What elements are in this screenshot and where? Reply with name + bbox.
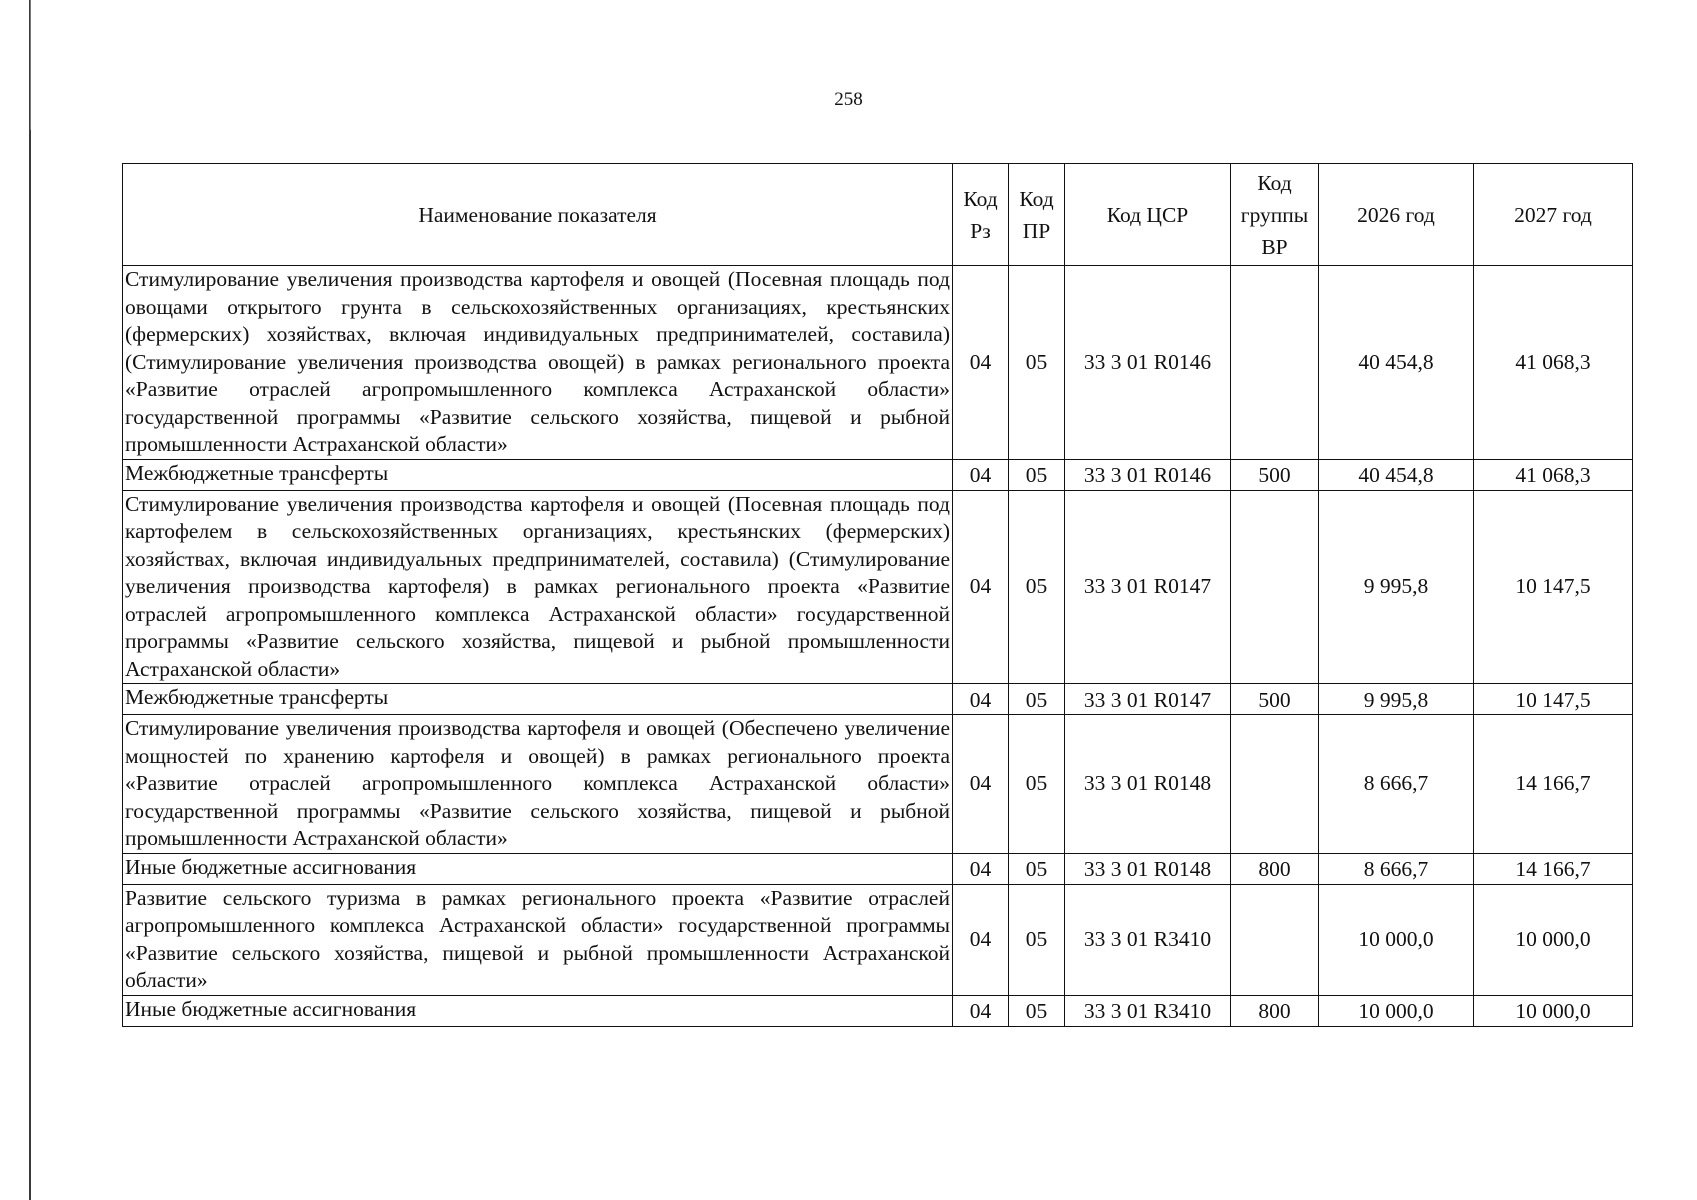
row-csr: 33 3 01 R3410 (1065, 995, 1231, 1026)
row-pr: 05 (1009, 684, 1065, 715)
row-rz: 04 (953, 266, 1009, 460)
table-row (123, 715, 1633, 854)
row-rz: 04 (953, 684, 1009, 715)
row-2027: 14 166,7 (1474, 715, 1633, 854)
row-csr: 33 3 01 R0148 (1065, 715, 1231, 854)
table-row (123, 266, 1633, 460)
row-pr: 05 (1009, 715, 1065, 854)
row-csr: 33 3 01 R0147 (1065, 490, 1231, 684)
row-vr (1231, 884, 1319, 995)
table-row (123, 459, 1633, 490)
row-2027: 14 166,7 (1474, 853, 1633, 884)
scan-edge-line (29, 0, 31, 1200)
row-2026: 8 666,7 (1319, 853, 1474, 884)
header-2026: 2026 год (1319, 164, 1474, 266)
row-name: Межбюджетные трансферты (123, 459, 953, 490)
row-name: Стимулирование увеличения производства картофеля и овощей (Посевная площадь под овощами открытого грунта в сельскохозяйственных организациях, крестьянских (фермерских) хозяйствах, включая индивидуальных предпринимателей, составила) (Стимулирование увеличения производства овощей) в рамках регионального проекта «Развитие отраслей агропромышленного комплекса Астраханской области» государственной программы «Развитие сельского хозяйства, пищевой и рыбной промышленности Астраханской области» (123, 266, 953, 460)
table-row (123, 490, 1633, 684)
row-csr: 33 3 01 R3410 (1065, 884, 1231, 995)
row-rz: 04 (953, 715, 1009, 854)
row-2026: 8 666,7 (1319, 715, 1474, 854)
row-2027: 10 000,0 (1474, 995, 1633, 1026)
table-row (123, 853, 1633, 884)
header-pr: Код ПР (1009, 164, 1065, 266)
row-name: Иные бюджетные ассигнования (123, 853, 953, 884)
row-2026: 40 454,8 (1319, 266, 1474, 460)
row-2027: 10 147,5 (1474, 684, 1633, 715)
row-name: Стимулирование увеличения производства картофеля и овощей (Обеспечено увеличение мощностей по хранению картофеля и овощей) в рамках регионального проекта «Развитие отраслей агропромышленного комплекса Астраханской области» государственной программы «Развитие сельского хозяйства, пищевой и рыбной промышленности Астраханской области» (123, 715, 953, 854)
row-pr: 05 (1009, 266, 1065, 460)
row-2026: 40 454,8 (1319, 459, 1474, 490)
header-name: Наименование показателя (123, 164, 953, 266)
header-csr: Код ЦСР (1065, 164, 1231, 266)
row-pr: 05 (1009, 884, 1065, 995)
row-pr: 05 (1009, 490, 1065, 684)
table-row (123, 995, 1633, 1026)
row-2026: 10 000,0 (1319, 995, 1474, 1026)
table-row (123, 684, 1633, 715)
row-vr (1231, 266, 1319, 460)
row-2027: 41 068,3 (1474, 266, 1633, 460)
header-vr: Код группы ВР (1231, 164, 1319, 266)
row-csr: 33 3 01 R0148 (1065, 853, 1231, 884)
table-header-row (123, 164, 1633, 266)
row-rz: 04 (953, 884, 1009, 995)
row-2027: 10 147,5 (1474, 490, 1633, 684)
row-vr: 500 (1231, 684, 1319, 715)
header-rz: Код Рз (953, 164, 1009, 266)
row-pr: 05 (1009, 853, 1065, 884)
row-name: Стимулирование увеличения производства картофеля и овощей (Посевная площадь под картофелем в сельскохозяйственных организациях, крестьянских (фермерских) хозяйствах, включая индивидуальных предпринимателей, составила) (Стимулирование увеличения производства картофеля) в рамках регионального проекта «Развитие отраслей агропромышленного комплекса Астраханской области» государственной программы «Развитие сельского хозяйства, пищевой и рыбной промышленности Астраханской области» (123, 490, 953, 684)
row-csr: 33 3 01 R0147 (1065, 684, 1231, 715)
row-vr (1231, 715, 1319, 854)
row-pr: 05 (1009, 995, 1065, 1026)
row-csr: 33 3 01 R0146 (1065, 459, 1231, 490)
row-2026: 9 995,8 (1319, 490, 1474, 684)
row-name: Иные бюджетные ассигнования (123, 995, 953, 1026)
row-2027: 41 068,3 (1474, 459, 1633, 490)
row-vr (1231, 490, 1319, 684)
row-rz: 04 (953, 853, 1009, 884)
row-vr: 800 (1231, 853, 1319, 884)
row-rz: 04 (953, 995, 1009, 1026)
row-2026: 9 995,8 (1319, 684, 1474, 715)
table-row (123, 884, 1633, 995)
row-name: Межбюджетные трансферты (123, 684, 953, 715)
row-rz: 04 (953, 459, 1009, 490)
row-rz: 04 (953, 490, 1009, 684)
row-pr: 05 (1009, 459, 1065, 490)
row-vr: 800 (1231, 995, 1319, 1026)
row-vr: 500 (1231, 459, 1319, 490)
row-name: Развитие сельского туризма в рамках регионального проекта «Развитие отраслей агропромышленного комплекса Астраханской области» государственной программы «Развитие сельского хозяйства, пищевой и рыбной промышленности Астраханской области» (123, 884, 953, 995)
row-csr: 33 3 01 R0146 (1065, 266, 1231, 460)
row-2027: 10 000,0 (1474, 884, 1633, 995)
header-2027: 2027 год (1474, 164, 1633, 266)
page-number: 258 (834, 89, 863, 110)
budget-table (122, 163, 1633, 1027)
row-2026: 10 000,0 (1319, 884, 1474, 995)
